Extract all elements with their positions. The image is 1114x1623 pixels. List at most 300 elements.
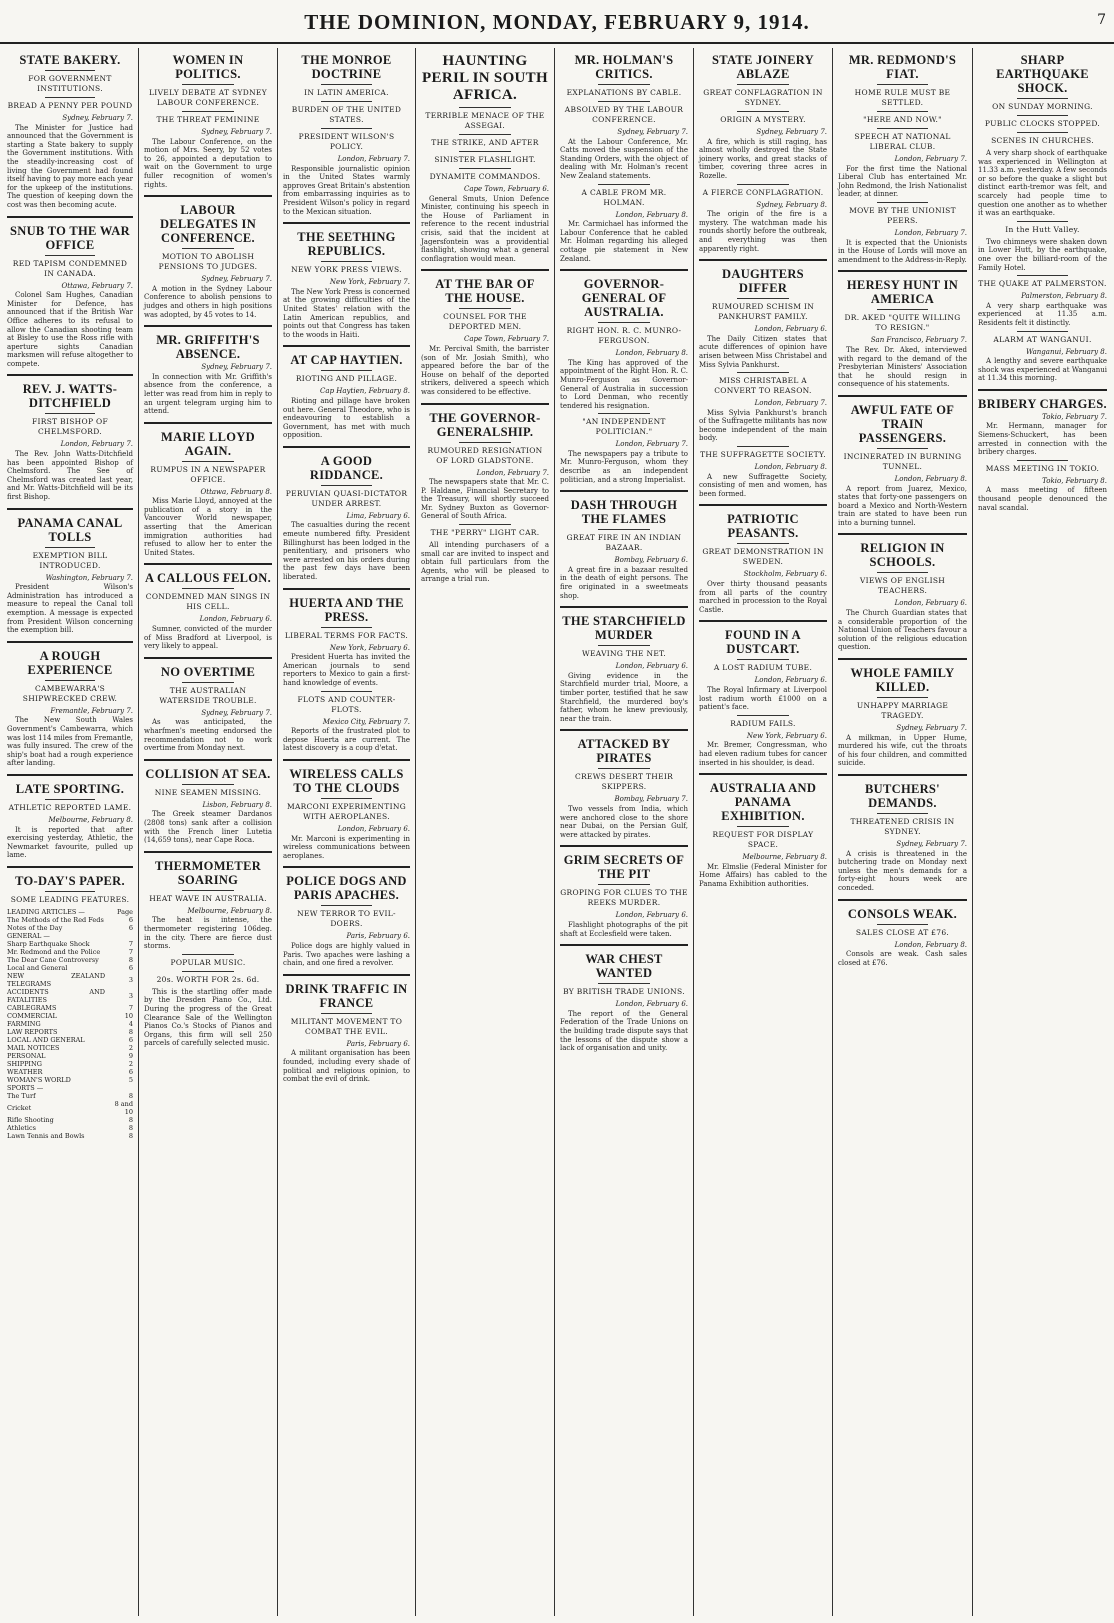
section-divider bbox=[978, 389, 1107, 391]
section-divider bbox=[283, 759, 410, 761]
article-subheadline: A LOST RADIUM TUBE. bbox=[713, 663, 813, 673]
column-7 bbox=[833, 48, 973, 1616]
article-body: This is the startling offer made by the Dresden Piano Co., Ltd. During the progress of the Great Clearance Sale of the Wellington Pianos Co.'s Stocks of Pianos and Organs, this firm will sell 250 parcels of carefully selected music. bbox=[144, 987, 272, 1048]
headline-rule bbox=[737, 372, 788, 373]
section-divider bbox=[699, 773, 827, 775]
article-subheadline: CONDEMNED MAN SINGS IN HIS CELL. bbox=[145, 592, 271, 612]
article-dateline: London, February 8. bbox=[615, 210, 688, 219]
article-headline: STATE JOINERY ABLAZE bbox=[712, 53, 814, 81]
article-headline: AT THE BAR OF THE HOUSE. bbox=[435, 277, 535, 306]
article bbox=[421, 53, 549, 263]
article-body: Consols are weak. Cash sales closed at £76. bbox=[838, 950, 967, 967]
article-subheadline: THE SUFFRAGETTE SOCIETY. bbox=[700, 450, 826, 460]
feature-page: 6 bbox=[128, 963, 133, 972]
headline-rule bbox=[877, 697, 929, 698]
article bbox=[7, 508, 133, 635]
article-body: The Labour Conference, on the motion of Mrs. Seery, by 52 votes to 26, appointed a deputation to wait on the Government to urge fuller recognition of women's rights. bbox=[144, 137, 272, 189]
feature-row bbox=[7, 1084, 133, 1092]
article-body: Responsible journalistic opinion in the United States warmly approves Great Britain's abstention from embarrassing inquiries as to President Wilson's policy in regard to the Mexican situation. bbox=[283, 164, 410, 216]
article-dateline: Tokio, February 7. bbox=[1042, 412, 1107, 421]
feature-page: 10 bbox=[124, 1011, 133, 1020]
section-divider bbox=[7, 866, 133, 868]
headline-rule bbox=[598, 184, 649, 185]
article bbox=[421, 403, 549, 522]
article-headline: SHARP EARTHQUAKE SHOCK. bbox=[996, 53, 1089, 95]
feature-page: 7 bbox=[128, 939, 133, 948]
article bbox=[838, 533, 967, 652]
article bbox=[699, 184, 827, 254]
article-headline: MR. REDMOND'S FIAT. bbox=[848, 53, 957, 81]
headline-rule bbox=[321, 905, 372, 906]
section-divider bbox=[283, 974, 410, 976]
article-subheadline: THE THREAT FEMININE bbox=[156, 115, 260, 124]
headline-rule bbox=[877, 84, 929, 85]
article bbox=[560, 606, 688, 723]
feature-page: 2 bbox=[128, 1059, 133, 1068]
section-divider bbox=[144, 851, 272, 853]
article-dateline: Sydney, February 7. bbox=[896, 724, 967, 733]
article-body: Mr. Percival Smith, the barrister (son of Mr. Josiah Smith), who appeared before the bar of the House on behalf of the deported strikers, delivered a speech which was considered to be effective. bbox=[421, 344, 549, 396]
section-divider bbox=[144, 325, 272, 327]
article-subheadline: THREATENED CRISIS IN SYDNEY. bbox=[850, 817, 955, 836]
article-dateline: London, February 6. bbox=[615, 911, 688, 920]
article-subheadline: SALES CLOSE AT £76. bbox=[855, 927, 950, 937]
feature-page: 8 and 10 bbox=[114, 1099, 133, 1116]
article-body: A very sharp earthquake was experienced at 11.35 a.m. Residents felt it distinctly. bbox=[978, 301, 1107, 327]
article-body: Mr. Hermann, manager for Siemens-Schuckert, has been arrested in connection with the bribery charges. bbox=[978, 422, 1107, 457]
article-dateline: London, February 8. bbox=[894, 940, 967, 949]
headline-rule bbox=[321, 84, 372, 85]
article-subheadline: HEAT WAVE IN AUSTRALIA. bbox=[149, 893, 267, 903]
article-subheadline: GROPING FOR CLUES TO THE REEKS MURDER. bbox=[560, 888, 688, 908]
article-dateline: Sydney, February 7. bbox=[62, 114, 133, 122]
article bbox=[978, 53, 1107, 218]
article-subheadline: RUMPUS IN A NEWSPAPER OFFICE. bbox=[150, 464, 266, 484]
article-headline: HAUNTING PERIL IN SOUTH AFRICA. bbox=[422, 53, 548, 103]
article-body: It is reported that after exercising yesterday, Athletic, the Newmarket favourite, pulled up lame. bbox=[7, 825, 133, 860]
feature-row bbox=[7, 956, 133, 964]
article-body: A report from Juarez, Mexico, states that forty-one passengers on board a Mexico and North-Western train are stated to have been run into a burning tunnel. bbox=[838, 484, 967, 527]
feature-row bbox=[7, 988, 133, 1004]
headline-rule bbox=[45, 255, 95, 256]
feature-row bbox=[7, 1028, 133, 1036]
article-dateline: London, February 7. bbox=[476, 468, 549, 477]
article-headline: BRIBERY CHARGES. bbox=[978, 396, 1107, 411]
feature-label: PERSONAL bbox=[7, 1051, 46, 1060]
article-subheadline: ALARM AT WANGANUI. bbox=[993, 334, 1092, 344]
feature-page: 4 bbox=[128, 1019, 133, 1028]
article-headline: THE MONROE DOCTRINE bbox=[301, 53, 392, 81]
headline-rule bbox=[45, 70, 95, 71]
feature-label: SHIPPING bbox=[7, 1059, 42, 1068]
article-headline: MR. GRIFFITH'S ABSENCE. bbox=[156, 333, 260, 362]
headline-rule bbox=[737, 298, 788, 299]
article-subheadline: FOR GOVERNMENT INSTITUTIONS. bbox=[28, 74, 112, 93]
feature-row bbox=[7, 1052, 133, 1060]
article-subheadline: RIOTING AND PILLAGE. bbox=[295, 374, 398, 384]
article-subheadline: ORIGIN A MYSTERY. bbox=[720, 115, 806, 124]
article-subheadline: IN LATIN AMERICA. bbox=[304, 88, 389, 97]
article-headline: PATRIOTIC PEASANTS. bbox=[727, 512, 799, 541]
column-6 bbox=[694, 48, 833, 1616]
article-body: A new Suffragette Society, consisting of men and women, has been formed. bbox=[699, 472, 827, 498]
article bbox=[838, 202, 967, 264]
article-dateline: Lima, February 6. bbox=[346, 511, 410, 520]
feature-page bbox=[105, 1084, 133, 1092]
feature-row bbox=[7, 1092, 133, 1100]
column-2 bbox=[139, 48, 278, 1616]
feature-label: CABLEGRAMS bbox=[7, 1003, 57, 1012]
article-subheadline: COUNSEL FOR THE DEPORTED MEN. bbox=[443, 312, 527, 332]
headline-rule bbox=[182, 954, 233, 955]
article-dateline: Palmerston, February 8. bbox=[1021, 292, 1107, 301]
article bbox=[7, 866, 133, 905]
headline-rule bbox=[321, 627, 372, 628]
headline-rule bbox=[598, 983, 649, 984]
feature-page: 8 bbox=[128, 1131, 133, 1140]
article-dateline: London, February 6. bbox=[754, 325, 827, 334]
article-body: Over thirty thousand peasants from all parts of the country marched in procession to the Royal Castle. bbox=[699, 580, 827, 614]
article-subheadline: NEW TERROR TO EVIL-DOERS. bbox=[297, 909, 396, 929]
feature-page: 3 bbox=[128, 975, 133, 984]
headline-rule bbox=[598, 884, 649, 885]
article-headline: A GOOD RIDDANCE. bbox=[309, 453, 384, 482]
article-body: In connection with Mr. Griffith's absence from the conference, a letter was read from him in reply to an urgent telegram urging him to attend. bbox=[144, 372, 272, 416]
article-subheadline: THE STRIKE, AND AFTER bbox=[431, 138, 539, 147]
feature-label: GENERAL — bbox=[7, 931, 50, 940]
section-divider bbox=[838, 533, 967, 535]
headline-rule bbox=[45, 891, 95, 892]
feature-label: Notes of the Day bbox=[7, 923, 63, 932]
article-dateline: London, February 7. bbox=[894, 155, 967, 163]
headline-rule bbox=[182, 682, 233, 683]
headline-rule bbox=[45, 799, 95, 800]
article-body: Police dogs are highly valued in Paris. Two apaches were lashing a chain, and one fired a revolver. bbox=[283, 941, 410, 968]
article-body: The origin of the fire is a mystery. The watchman made his rounds shortly before the outbreak, and everything was then apparently right. bbox=[699, 210, 827, 253]
article-subheadline: EXEMPTION BILL INTRODUCED. bbox=[32, 550, 108, 570]
headline-rule bbox=[321, 485, 372, 486]
section-divider bbox=[838, 899, 967, 901]
article-body: The Minister for Justice had announced that the Government is starting a State bakery to supply the Government institutions. With the steadily-increasing cost of living the Government had found itself having to pay more each year for the upkeep of the institutions. The question of keeping down the cost was then becoming acute. bbox=[7, 123, 133, 209]
article bbox=[560, 944, 688, 1053]
headline-rule bbox=[598, 645, 649, 646]
article bbox=[283, 759, 410, 860]
article bbox=[283, 446, 410, 582]
article-subheadline: THE "PERRY" LIGHT CAR. bbox=[430, 528, 540, 538]
feature-label: Sharp Earthquake Shock bbox=[7, 939, 90, 948]
article-body: Giving evidence in the Starchfield murder trial, Moore, a timber porter, testified that he saw Starchfield, the murdered boy's father, whom he knew previously, near the train. bbox=[560, 671, 688, 723]
article-body: The newspapers pay a tribute to Mr. Munro-Ferguson, whom they describe as an independent politician, and a strong Imperialist. bbox=[560, 449, 688, 484]
section-divider bbox=[144, 195, 272, 197]
article-headline: THE STARCHFIELD MURDER bbox=[562, 614, 686, 643]
article-subheadline: RUMOURED RESIGNATION OF LORD GLADSTONE. bbox=[427, 445, 543, 465]
headline-rule bbox=[1017, 221, 1069, 222]
section-divider bbox=[838, 658, 967, 660]
article-subheadline: PUBLIC CLOCKS STOPPED. bbox=[984, 119, 1101, 128]
column-1 bbox=[2, 48, 139, 1616]
article-dateline: Lisbon, February 8. bbox=[202, 800, 272, 809]
article-subheadline: RIGHT HON. R. C. MUNRO-FERGUSON. bbox=[566, 326, 682, 346]
headline-rule bbox=[598, 529, 649, 530]
article-dateline: London, February 6. bbox=[337, 824, 410, 833]
article-body: A motion in the Sydney Labour Conference to abolish pensions to judges and others in high positions was adopted, by 45 votes to 14. bbox=[144, 284, 272, 319]
article-subheadline: GREAT DEMONSTRATION IN SWEDEN. bbox=[702, 547, 824, 567]
feature-label: ACCIDENTS AND FATALITIES bbox=[7, 987, 106, 1004]
article-subheadline: TERRIBLE MENACE OF THE ASSEGAI. bbox=[425, 111, 545, 130]
article-body: President Huerta has invited the American journals to send reporters to Mexico to gain a first-hand knowledge of events. bbox=[283, 653, 410, 687]
feature-page: 8 bbox=[128, 1091, 133, 1100]
article bbox=[699, 773, 827, 888]
article bbox=[560, 729, 688, 839]
article bbox=[838, 53, 967, 199]
article bbox=[283, 53, 410, 216]
article bbox=[699, 715, 827, 767]
article-body: A fire, which is still raging, has almost wholly destroyed the State joinery works, and great stacks of timber, covering three acres in Rozelle. bbox=[699, 137, 827, 180]
article-body: The New South Wales Government's Cambewarra, which was lost 114 miles from Fremantle, was fully insured. The crew of the ship's boat had a rough experience after landing. bbox=[7, 716, 133, 768]
feature-label: LEADING ARTICLES — bbox=[7, 907, 85, 916]
article-subheadline: UNHAPPY MARRIAGE TRAGEDY. bbox=[856, 701, 949, 721]
article-subheadline: SPEECH AT NATIONAL LIBERAL CLUB. bbox=[854, 132, 951, 151]
article-dateline: Ottawa, February 7. bbox=[61, 281, 133, 290]
headline-rule bbox=[877, 448, 929, 449]
article-subheadline: In the Hutt Valley. bbox=[1005, 224, 1080, 234]
article-body: The Greek steamer Dardanos (2808 tons) sank after a collision with the French liner Lutetia (14,659 tons), near Cape Roca. bbox=[144, 810, 272, 845]
headline-rule bbox=[182, 248, 233, 249]
article-dateline: London, February 8. bbox=[615, 349, 688, 358]
article-subheadline: ATHLETIC REPORTED LAME. bbox=[8, 802, 132, 812]
feature-page: 6 bbox=[128, 1035, 133, 1044]
article bbox=[560, 269, 688, 410]
feature-page: 6 bbox=[128, 1067, 133, 1076]
article bbox=[560, 845, 688, 938]
article-dateline: London, February 7. bbox=[60, 440, 133, 449]
headline-rule bbox=[877, 111, 929, 112]
feature-label: Cricket bbox=[7, 1103, 32, 1112]
headline-rule bbox=[1017, 98, 1069, 99]
feature-row bbox=[7, 1020, 133, 1028]
feature-page: 7 bbox=[128, 1003, 133, 1012]
feature-row bbox=[7, 908, 133, 916]
headline-rule bbox=[459, 442, 510, 443]
article-dateline: Mexico City, February 7. bbox=[322, 717, 410, 726]
article-subheadline: MISS CHRISTABEL A CONVERT TO REASON. bbox=[714, 376, 812, 396]
article-dateline: London, February 6. bbox=[754, 676, 827, 685]
feature-row bbox=[7, 1060, 133, 1068]
article-body: All intending purchasers of a small car are invited to inspect and obtain full particulars from the Agents, who will be pleased to arrange a trial run. bbox=[421, 541, 549, 584]
article bbox=[7, 216, 133, 369]
headline-rule bbox=[459, 134, 510, 135]
page-number: 7 bbox=[1097, 12, 1106, 28]
feature-row bbox=[7, 1036, 133, 1044]
article bbox=[144, 851, 272, 951]
article-subheadline: FLOTS AND COUNTER-FLOTS. bbox=[297, 694, 396, 714]
section-divider bbox=[560, 269, 688, 271]
feature-row bbox=[7, 1124, 133, 1132]
feature-label: LAW REPORTS bbox=[7, 1027, 58, 1036]
headline-rule bbox=[459, 168, 510, 169]
article-body: The Church Guardian states that a considerable proportion of the National Union of Teachers favour a solution of the religious education question. bbox=[838, 609, 967, 652]
article-dateline: Sydney, February 7. bbox=[201, 275, 272, 284]
headline-rule bbox=[45, 680, 95, 681]
headline-rule bbox=[321, 370, 372, 371]
headline-rule bbox=[598, 84, 649, 85]
article-body: The Rev. John Watts-Ditchfield has been appointed Bishop of Chelmsford. The See of Chelmsford was created last year, and Mr. Watts-Ditchfield will be its first Bishop. bbox=[7, 450, 133, 502]
feature-row bbox=[7, 1068, 133, 1076]
article-dateline: Wanganui, February 8. bbox=[1026, 347, 1107, 356]
article-subheadline: MOTION TO ABOLISH PENSIONS TO JUDGES. bbox=[158, 252, 258, 272]
article-subheadline: PRESIDENT WILSON'S POLICY. bbox=[298, 132, 395, 151]
feature-row bbox=[7, 1012, 133, 1020]
article-dateline: Sydney, February 7. bbox=[201, 128, 272, 136]
article-headline: MR. HOLMAN'S CRITICS. bbox=[574, 53, 674, 81]
feature-label: WOMAN'S WORLD bbox=[7, 1075, 71, 1084]
article bbox=[144, 53, 272, 189]
article-subheadline: RED TAPISM CONDEMNED IN CANADA. bbox=[12, 258, 128, 278]
headline-rule bbox=[182, 111, 233, 112]
article-subheadline: DR. AKED "QUITE WILLING TO RESIGN." bbox=[844, 313, 961, 333]
article-subheadline: CREWS DESERT THEIR SKIPPERS. bbox=[574, 772, 674, 792]
headline-rule bbox=[598, 322, 649, 323]
headline-rule bbox=[321, 798, 372, 799]
article-subheadline: VIEWS OF ENGLISH TEACHERS. bbox=[859, 576, 946, 596]
section-divider bbox=[7, 641, 133, 643]
article bbox=[838, 899, 967, 968]
feature-row bbox=[7, 972, 133, 988]
article-body: Rioting and pillage have broken out here. General Theodore, who is endeavouring to establish a Government, has met with much opposition. bbox=[283, 396, 410, 440]
feature-label: WEATHER bbox=[7, 1067, 43, 1076]
article-body: Colonel Sam Hughes, Canadian Minister for Defence, has announced that if the British War Office adheres to its refusal to allow the Canadian shooting team at Bisley to use the Ross rifle with aperture sights Canadian marksmen will refuse altogether to compete. bbox=[7, 291, 133, 368]
article-body: The New York Press is concerned at the growing difficulties of the United States' relation with the Latin American republics, and points out that Congress has taken to the woods in Haiti. bbox=[283, 287, 410, 339]
article-body: Sumner, convicted of the murder of Miss Bradford at Liverpool, is very likely to appeal. bbox=[144, 625, 272, 651]
article-headline: WAR CHEST WANTED bbox=[585, 952, 663, 981]
headline-rule bbox=[1017, 460, 1069, 461]
section-divider bbox=[7, 508, 133, 510]
article-dateline: Fremantle, February 7. bbox=[50, 706, 133, 715]
article bbox=[978, 460, 1107, 512]
section-divider bbox=[144, 657, 272, 659]
article-subheadline: RADIUM FAILS. bbox=[730, 718, 796, 728]
article-headline: FOUND IN A DUSTCART. bbox=[725, 628, 801, 657]
article-headline: NO OVERTIME bbox=[160, 664, 256, 679]
feature-page: 9 bbox=[128, 1051, 133, 1060]
article bbox=[421, 269, 549, 396]
headline-rule bbox=[459, 151, 510, 152]
headline-rule bbox=[321, 101, 372, 102]
article-dateline: San Francisco, February 7. bbox=[870, 336, 967, 345]
article-subheadline: BREAD A PENNY PER POUND bbox=[7, 101, 133, 110]
article-subheadline: THE QUAKE AT PALMERSTON. bbox=[978, 279, 1107, 289]
article-body: At the Labour Conference, Mr. Catts moved the suspension of the Standing Orders, with the object of dealing with Mr. Holman's recent New Zealand statements. bbox=[560, 137, 688, 180]
article-body: Flashlight photographs of the pit shaft at Ecclesfield were taken. bbox=[560, 920, 688, 938]
article bbox=[283, 588, 410, 688]
article-dateline: London, February 7. bbox=[754, 399, 827, 408]
headline-rule bbox=[737, 446, 788, 447]
article bbox=[699, 620, 827, 711]
feature-row bbox=[7, 940, 133, 948]
headline-rule bbox=[1017, 115, 1069, 116]
section-divider bbox=[283, 345, 410, 347]
article-body: Reports of the frustrated plot to depose Huerta are current. The latest discovery is a coup d'etat. bbox=[283, 727, 410, 753]
article-dateline: Cape Town, February 6. bbox=[464, 185, 549, 193]
article-subheadline: MASS MEETING IN TOKIO. bbox=[985, 463, 1100, 473]
feature-label: The Methods of the Red Feds bbox=[7, 915, 104, 924]
article bbox=[978, 275, 1107, 327]
article bbox=[699, 259, 827, 369]
article-headline: THE GOVERNOR-GENERALSHIP. bbox=[429, 410, 541, 439]
article-headline: CONSOLS WEAK. bbox=[847, 906, 958, 921]
headline-rule bbox=[737, 715, 788, 716]
section-divider bbox=[144, 422, 272, 424]
section-divider bbox=[699, 259, 827, 261]
section-divider bbox=[283, 866, 410, 868]
article-body: Two vessels from India, which were anchored close to the shore near Dubai, on the Persian Gulf, were attacked by pirates. bbox=[560, 804, 688, 839]
article-subheadline: MILITANT MOVEMENT TO COMBAT THE EVIL. bbox=[290, 1016, 403, 1036]
article-subheadline: ON SUNDAY MORNING. bbox=[992, 102, 1093, 111]
article-body: The Royal Infirmary at Liverpool lost radium worth £1000 on a patient's face. bbox=[699, 686, 827, 712]
section-divider bbox=[421, 403, 549, 405]
feature-label: The Turf bbox=[7, 1091, 36, 1100]
article-body: A milkman, in Upper Hume, murdered his wife, cut the throats of his four children, and committed suicide. bbox=[838, 733, 967, 768]
article-subheadline: PERUVIAN QUASI-DICTATOR UNDER ARREST. bbox=[285, 488, 408, 508]
article bbox=[7, 641, 133, 768]
article-headline: RELIGION IN SCHOOLS. bbox=[860, 541, 945, 570]
article-headline: AT CAP HAYTIEN. bbox=[290, 353, 403, 368]
column-4 bbox=[416, 48, 555, 1616]
article-dateline: Paris, February 6. bbox=[346, 932, 410, 941]
article-subheadline: A FIERCE CONFLAGRATION. bbox=[702, 187, 824, 197]
article-subheadline: SOME LEADING FEATURES. bbox=[10, 894, 130, 904]
article bbox=[699, 53, 827, 181]
headline-rule bbox=[598, 101, 649, 102]
article-subheadline: INCINERATED IN BURNING TUNNEL. bbox=[843, 451, 962, 471]
headline-rule bbox=[321, 261, 372, 262]
headline-rule bbox=[877, 813, 929, 814]
article-body: The Daily Citizen states that acute differences of opinion have arisen between Miss Christabel and Miss Sylvia Pankhurst. bbox=[699, 334, 827, 369]
section-divider bbox=[560, 845, 688, 847]
headline-rule bbox=[321, 1013, 372, 1014]
feature-row bbox=[7, 1076, 133, 1084]
article-headline: AUSTRALIA AND PANAMA EXHIBITION. bbox=[709, 781, 817, 824]
article-body: The Rev. Dr. Aked, interviewed with regard to the demand of the Presbyterian Ministers' Association that he should resign in consequence of his statements. bbox=[838, 345, 967, 389]
section-divider bbox=[838, 395, 967, 397]
headline-rule bbox=[737, 84, 788, 85]
article-body: A crisis is threatened in the butchering trade on Monday next unless the men's demands for a forty-eight hours week are conceded. bbox=[838, 849, 967, 892]
section-divider bbox=[283, 222, 410, 224]
masthead bbox=[0, 0, 1114, 44]
article bbox=[283, 691, 410, 753]
article-headline: STATE BAKERY. bbox=[19, 53, 121, 67]
article bbox=[838, 774, 967, 893]
article-body: A militant organisation has been founded, including every shade of political and religious opinion, to combat the evil of drink. bbox=[283, 1049, 410, 1084]
section-divider bbox=[421, 269, 549, 271]
section-divider bbox=[560, 944, 688, 946]
headline-rule bbox=[737, 826, 788, 827]
headline-rule bbox=[182, 588, 233, 589]
headline-rule bbox=[182, 784, 233, 785]
article-dateline: London, February 7. bbox=[894, 228, 967, 237]
feature-page: 7 bbox=[128, 947, 133, 956]
section-divider bbox=[699, 620, 827, 622]
feature-page: 3 bbox=[128, 991, 133, 1000]
headline-rule bbox=[459, 308, 510, 309]
article-body: Two chimneys were shaken down in Lower Hutt, by the earthquake, one over the billiard-room of the Family Hotel. bbox=[978, 237, 1107, 272]
feature-row bbox=[7, 1100, 133, 1116]
article bbox=[560, 184, 688, 264]
feature-row bbox=[7, 948, 133, 956]
feature-label: COMMERCIAL bbox=[7, 1011, 57, 1020]
article-dateline: Melbourne, February 8. bbox=[742, 853, 827, 862]
section-divider bbox=[560, 729, 688, 731]
